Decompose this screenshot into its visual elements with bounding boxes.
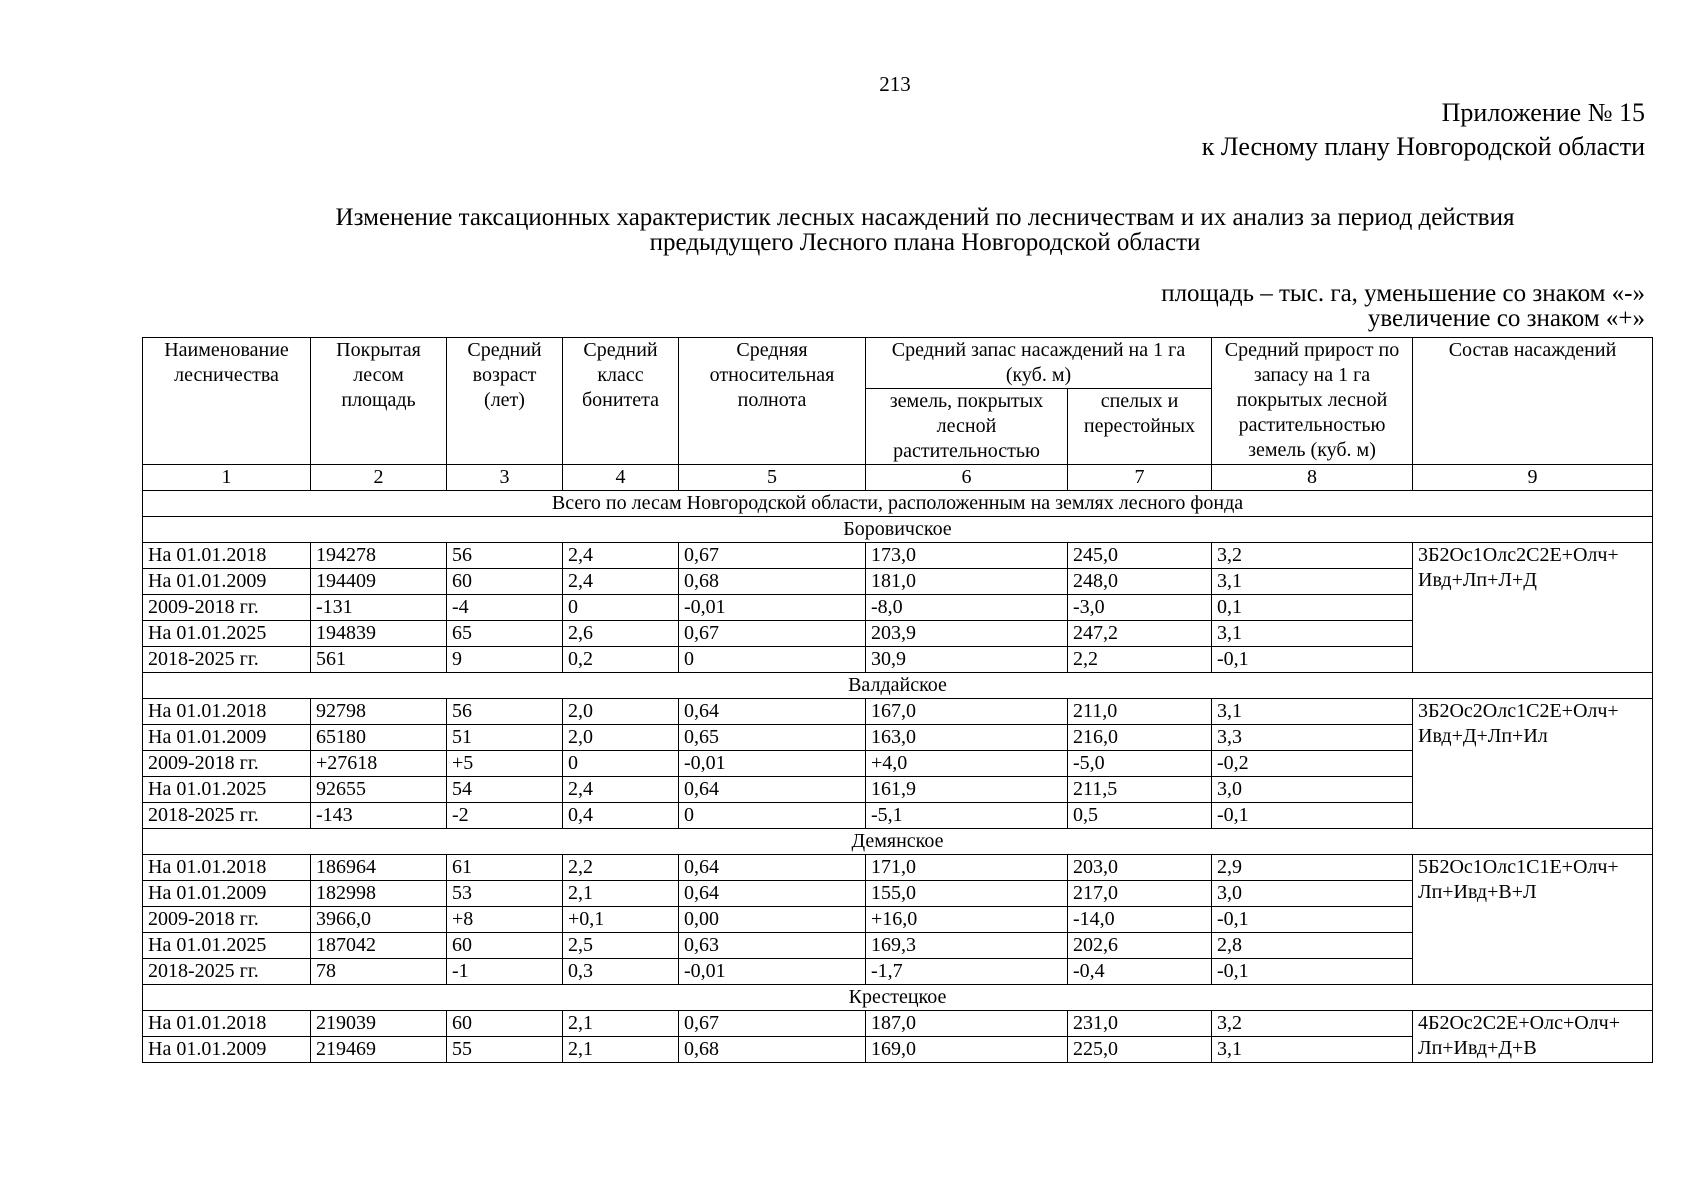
value-cell: +27618 [311, 751, 447, 777]
value-cell: 0,68 [679, 569, 866, 595]
value-cell: 211,0 [1068, 699, 1212, 725]
value-cell: 2,4 [563, 569, 679, 595]
value-cell: 194409 [311, 569, 447, 595]
value-cell: -143 [311, 803, 447, 829]
value-cell: 169,3 [866, 933, 1068, 959]
value-cell: 219039 [311, 1011, 447, 1037]
row-label-cell: На 01.01.2009 [143, 569, 311, 595]
section-header-row [143, 673, 1653, 699]
value-cell: 2,0 [563, 725, 679, 751]
row-label-cell: 2009-2018 гг. [143, 751, 311, 777]
value-cell: 3,2 [1212, 543, 1413, 569]
table-row [143, 855, 1653, 881]
value-cell: 245,0 [1068, 543, 1212, 569]
value-cell: -0,01 [679, 595, 866, 621]
value-cell: 3,1 [1212, 1037, 1413, 1063]
value-cell: 169,0 [866, 1037, 1068, 1063]
header-composition: Состав насаждений [1413, 338, 1653, 465]
value-cell: -3,0 [1068, 595, 1212, 621]
table-row [143, 1011, 1653, 1037]
section-name: Валдайское [143, 673, 1653, 699]
value-cell: 0,64 [679, 881, 866, 907]
value-cell: 225,0 [1068, 1037, 1212, 1063]
section-name: Демянское [143, 829, 1653, 855]
row-label-cell: 2018-2025 гг. [143, 647, 311, 673]
value-cell: 217,0 [1068, 881, 1212, 907]
value-cell: 0,68 [679, 1037, 866, 1063]
row-label-cell: На 01.01.2018 [143, 1011, 311, 1037]
header-average-age: Средний возраст (лет) [447, 338, 563, 465]
value-cell: -5,0 [1068, 751, 1212, 777]
value-cell: 0,64 [679, 855, 866, 881]
title-line-2: предыдущего Лесного плана Новгородской области [649, 229, 1201, 256]
forest-characteristics-table [142, 337, 1653, 1063]
value-cell: 3,0 [1212, 777, 1413, 803]
value-cell: 0,67 [679, 1011, 866, 1037]
header-row-1 [143, 338, 1653, 389]
value-cell: 181,0 [866, 569, 1068, 595]
value-cell: 248,0 [1068, 569, 1212, 595]
column-number-row [143, 465, 1653, 491]
composition-cell: 3Б2Ос2Олс1С2Е+Олч+ Ивд+Д+Лп+Ил [1413, 699, 1653, 829]
value-cell: 53 [447, 881, 563, 907]
appendix-reference: к Лесному плану Новгородской области [1201, 132, 1645, 161]
value-cell: 0,67 [679, 621, 866, 647]
value-cell: 3,0 [1212, 881, 1413, 907]
column-number-cell: 3 [447, 465, 563, 491]
document-title [145, 205, 1697, 255]
composition-cell: 5Б2Ос1Олс1С1Е+Олч+ Лп+Ивд+В+Л [1413, 855, 1653, 985]
value-cell: -0,1 [1212, 907, 1413, 933]
value-cell: 0,3 [563, 959, 679, 985]
value-cell: -1,7 [866, 959, 1068, 985]
header-average-growth: Средний прирост по запасу на 1 га покрытых лесной растительностью земель (куб. м) [1212, 338, 1413, 465]
row-label-cell: 2009-2018 гг. [143, 907, 311, 933]
header-forestry-name: Наименование лесничества [143, 338, 311, 465]
value-cell: 0 [563, 595, 679, 621]
value-cell: 0,64 [679, 699, 866, 725]
value-cell: -0,01 [679, 959, 866, 985]
value-cell: 54 [447, 777, 563, 803]
row-label-cell: На 01.01.2025 [143, 777, 311, 803]
value-cell: 3,3 [1212, 725, 1413, 751]
value-cell: 2,5 [563, 933, 679, 959]
value-cell: 194278 [311, 543, 447, 569]
value-cell: 60 [447, 569, 563, 595]
header-stock-forested-land: земель, покрытых лесной растительностью [866, 389, 1068, 465]
value-cell: 0,5 [1068, 803, 1212, 829]
value-cell: -0,2 [1212, 751, 1413, 777]
value-cell: 65180 [311, 725, 447, 751]
section-header-row [143, 829, 1653, 855]
value-cell: 2,2 [1068, 647, 1212, 673]
value-cell: 92798 [311, 699, 447, 725]
value-cell: +8 [447, 907, 563, 933]
value-cell: 2,1 [563, 1037, 679, 1063]
value-cell: 167,0 [866, 699, 1068, 725]
value-cell: 9 [447, 647, 563, 673]
value-cell: -131 [311, 595, 447, 621]
value-cell: 2,4 [563, 777, 679, 803]
value-cell: -0,1 [1212, 647, 1413, 673]
value-cell: 0,65 [679, 725, 866, 751]
row-label-cell: На 01.01.2018 [143, 855, 311, 881]
value-cell: 171,0 [866, 855, 1068, 881]
value-cell: -5,1 [866, 803, 1068, 829]
value-cell: 216,0 [1068, 725, 1212, 751]
row-label-cell: На 01.01.2025 [143, 621, 311, 647]
value-cell: 203,9 [866, 621, 1068, 647]
value-cell: 155,0 [866, 881, 1068, 907]
value-cell: 60 [447, 1011, 563, 1037]
value-cell: 0,63 [679, 933, 866, 959]
table-row [143, 543, 1653, 569]
column-number-cell: 5 [679, 465, 866, 491]
value-cell: 61 [447, 855, 563, 881]
value-cell: +4,0 [866, 751, 1068, 777]
section-name: Боровичское [143, 517, 1653, 543]
composition-cell: 4Б2Ос2С2Е+Олс+Олч+ Лп+Ивд+Д+В [1413, 1011, 1653, 1063]
value-cell: 163,0 [866, 725, 1068, 751]
value-cell: 0,4 [563, 803, 679, 829]
value-cell: 203,0 [1068, 855, 1212, 881]
section-header-row [143, 517, 1653, 543]
value-cell: 0,64 [679, 777, 866, 803]
value-cell: 55 [447, 1037, 563, 1063]
page-number: 213 [879, 72, 911, 96]
row-label-cell: На 01.01.2009 [143, 1037, 311, 1063]
value-cell: +5 [447, 751, 563, 777]
value-cell: 2,0 [563, 699, 679, 725]
row-label-cell: На 01.01.2025 [143, 933, 311, 959]
value-cell: -0,4 [1068, 959, 1212, 985]
value-cell: 30,9 [866, 647, 1068, 673]
total-row [143, 491, 1653, 517]
header-relative-density: Средняя относительная полнота [679, 338, 866, 465]
units-line-2: увеличение со знаком «+» [1367, 305, 1645, 332]
value-cell: 3,2 [1212, 1011, 1413, 1037]
value-cell: 2,4 [563, 543, 679, 569]
appendix-number: Приложение № 15 [1441, 98, 1645, 127]
column-number-cell: 4 [563, 465, 679, 491]
value-cell: 3,1 [1212, 621, 1413, 647]
value-cell: 65 [447, 621, 563, 647]
value-cell: 3,1 [1212, 569, 1413, 595]
value-cell: 60 [447, 933, 563, 959]
section-name: Крестецкое [143, 985, 1653, 1011]
units-note [1161, 281, 1645, 331]
value-cell: 219469 [311, 1037, 447, 1063]
value-cell: 0 [679, 803, 866, 829]
value-cell: 561 [311, 647, 447, 673]
value-cell: 187042 [311, 933, 447, 959]
table-row [143, 699, 1653, 725]
value-cell: 161,9 [866, 777, 1068, 803]
value-cell: 202,6 [1068, 933, 1212, 959]
value-cell: 0,67 [679, 543, 866, 569]
value-cell: 0 [563, 751, 679, 777]
composition-cell: 3Б2Ос1Олс2С2Е+Олч+ Ивд+Лп+Л+Д [1413, 543, 1653, 673]
value-cell: -1 [447, 959, 563, 985]
value-cell: 3,1 [1212, 699, 1413, 725]
value-cell: 51 [447, 725, 563, 751]
value-cell: 2,6 [563, 621, 679, 647]
row-label-cell: На 01.01.2009 [143, 881, 311, 907]
header-forest-area: Покрытая лесом площадь [311, 338, 447, 465]
row-label-cell: На 01.01.2009 [143, 725, 311, 751]
value-cell: -0,1 [1212, 959, 1413, 985]
row-label-cell: 2009-2018 гг. [143, 595, 311, 621]
title-line-1: Изменение таксационных характеристик лесных насаждений по лесничествам и их анализ за период действия [335, 204, 1515, 231]
value-cell: +0,1 [563, 907, 679, 933]
value-cell: +16,0 [866, 907, 1068, 933]
row-label-cell: На 01.01.2018 [143, 699, 311, 725]
value-cell: 186964 [311, 855, 447, 881]
column-number-cell: 6 [866, 465, 1068, 491]
value-cell: 56 [447, 543, 563, 569]
value-cell: 2,8 [1212, 933, 1413, 959]
header-average-stock-group: Средний запас насаждений на 1 га (куб. м) [866, 338, 1212, 389]
column-number-cell: 9 [1413, 465, 1653, 491]
section-header-row [143, 985, 1653, 1011]
value-cell: 0,1 [1212, 595, 1413, 621]
value-cell: 211,5 [1068, 777, 1212, 803]
value-cell: 3966,0 [311, 907, 447, 933]
value-cell: -0,1 [1212, 803, 1413, 829]
appendix-heading [1202, 96, 1645, 164]
header-stock-mature: спелых и перестойных [1068, 389, 1212, 465]
value-cell: -8,0 [866, 595, 1068, 621]
units-line-1: площадь – тыс. га, уменьшение со знаком «-» [1161, 280, 1645, 307]
value-cell: 247,2 [1068, 621, 1212, 647]
value-cell: 173,0 [866, 543, 1068, 569]
row-label-cell: 2018-2025 гг. [143, 959, 311, 985]
value-cell: 78 [311, 959, 447, 985]
value-cell: 187,0 [866, 1011, 1068, 1037]
row-label-cell: 2018-2025 гг. [143, 803, 311, 829]
value-cell: 0,2 [563, 647, 679, 673]
value-cell: 2,9 [1212, 855, 1413, 881]
value-cell: -0,01 [679, 751, 866, 777]
value-cell: 182998 [311, 881, 447, 907]
value-cell: -2 [447, 803, 563, 829]
column-number-cell: 8 [1212, 465, 1413, 491]
column-number-cell: 1 [143, 465, 311, 491]
column-number-cell: 7 [1068, 465, 1212, 491]
value-cell: 56 [447, 699, 563, 725]
value-cell: 2,1 [563, 1011, 679, 1037]
value-cell: -14,0 [1068, 907, 1212, 933]
value-cell: 194839 [311, 621, 447, 647]
value-cell: 2,2 [563, 855, 679, 881]
total-row-label: Всего по лесам Новгородской области, расположенным на землях лесного фонда [143, 491, 1653, 517]
value-cell: 92655 [311, 777, 447, 803]
value-cell: 0 [679, 647, 866, 673]
value-cell: 231,0 [1068, 1011, 1212, 1037]
row-label-cell: На 01.01.2018 [143, 543, 311, 569]
header-bonitet-class: Средний класс бонитета [563, 338, 679, 465]
column-number-cell: 2 [311, 465, 447, 491]
value-cell: -4 [447, 595, 563, 621]
value-cell: 0,00 [679, 907, 866, 933]
value-cell: 2,1 [563, 881, 679, 907]
